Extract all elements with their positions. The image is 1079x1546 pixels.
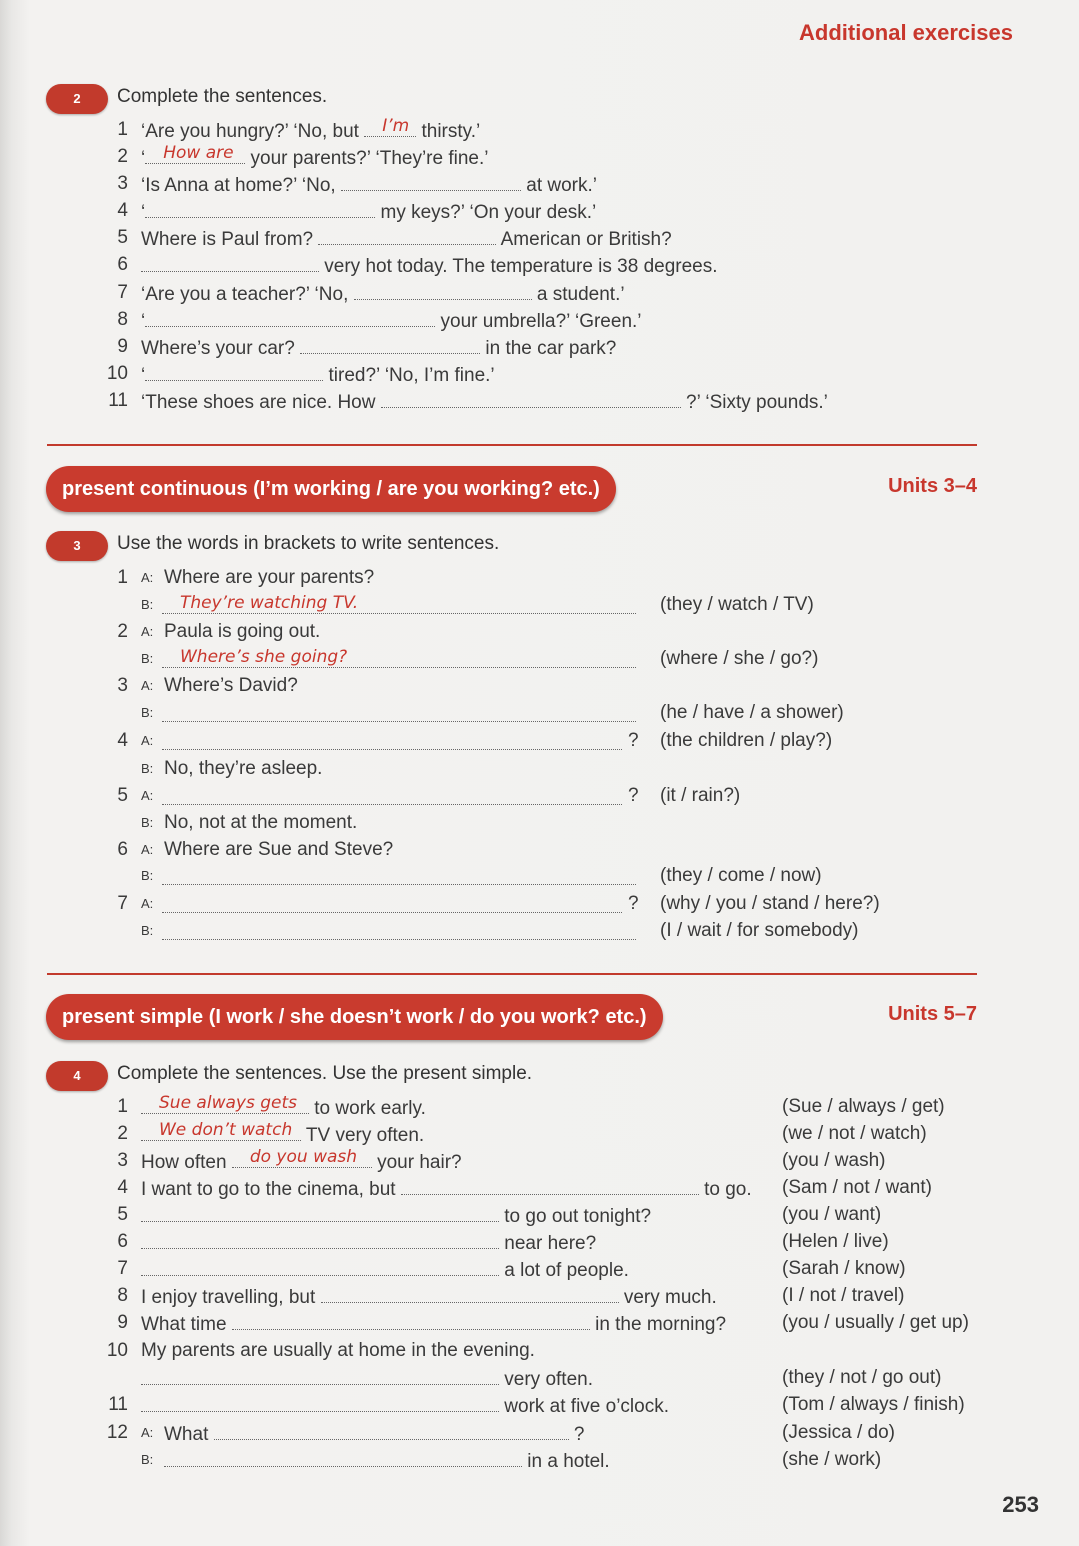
question-mark: ? — [628, 730, 639, 751]
bracket-hint: (Sue / always / get) — [782, 1096, 945, 1117]
prompt-text: ‘ — [141, 311, 146, 332]
bracket-hint: (Helen / live) — [782, 1231, 889, 1252]
prompt-text: tired?’ ‘No, I’m fine.’ — [323, 365, 495, 386]
units-reference: Units 5–7 — [888, 1003, 977, 1025]
bracket-hint: (we / not / watch) — [782, 1123, 927, 1144]
exercise-item — [98, 1095, 978, 1119]
prompt-text: ‘ — [141, 202, 146, 223]
exercise-item — [98, 1421, 978, 1445]
item-number: 12 — [106, 1422, 128, 1443]
exercise-item — [98, 1149, 978, 1173]
prompt-text: What — [164, 1424, 214, 1445]
section-banner-present-continuous: present continuous (I’m working / are you working? etc.) — [46, 466, 616, 512]
item-number: 5 — [117, 1204, 128, 1225]
bracket-hint: (I / wait / for somebody) — [660, 920, 859, 941]
exercise-3-badge: 3 — [46, 531, 108, 561]
prompt-text: a lot of people. — [499, 1260, 629, 1281]
running-header: Additional exercises — [799, 20, 1013, 45]
item-text — [141, 362, 495, 388]
item-text — [164, 1448, 610, 1474]
item-number: 1 — [117, 567, 128, 588]
handwritten-answer: I’m — [382, 116, 410, 136]
item-number: 2 — [117, 146, 128, 167]
answer-blank[interactable] — [381, 389, 681, 408]
prompt-text: your parents?’ ‘They’re fine.’ — [245, 148, 489, 169]
answer-blank[interactable] — [145, 199, 375, 218]
answer-blank[interactable] — [141, 253, 319, 272]
prompt-text: to work early. — [309, 1098, 426, 1119]
exercise-4-badge: 4 — [46, 1061, 108, 1091]
item-number: 5 — [117, 227, 128, 248]
item-text — [141, 1203, 651, 1229]
prompt-text: a student.’ — [531, 284, 625, 305]
prompt-text: ?’ ‘Sixty pounds.’ — [680, 392, 828, 413]
exercise-item — [98, 1339, 978, 1363]
item-text — [141, 281, 625, 307]
answer-blank[interactable] — [162, 703, 636, 722]
prompt-text: to go out tonight? — [499, 1206, 652, 1227]
item-number: 10 — [106, 363, 128, 384]
prompt-text: Where is Paul from? — [141, 229, 319, 250]
bracket-hint: (it / rain?) — [660, 785, 741, 806]
prompt-text: in a hotel. — [522, 1451, 610, 1472]
prompt-text: thirsty.’ — [416, 121, 481, 142]
prompt-text: I enjoy travelling, but — [141, 1287, 321, 1308]
exercise-item — [98, 1393, 978, 1417]
dialogue-line — [98, 864, 978, 888]
exercise-item — [98, 1230, 978, 1254]
item-number: 11 — [108, 1394, 128, 1415]
speaker-label: B: — [141, 651, 154, 666]
speaker-label: B: — [141, 923, 154, 938]
prompt-text: ‘ — [141, 148, 146, 169]
answer-blank[interactable] — [401, 1176, 699, 1195]
prompt-text: my keys?’ ‘On your desk.’ — [375, 202, 597, 223]
speaker-label: B: — [141, 705, 154, 720]
item-number: 2 — [117, 1123, 128, 1144]
bracket-hint: (you / wash) — [782, 1150, 886, 1171]
item-text — [141, 1393, 669, 1419]
answer-blank[interactable] — [145, 362, 323, 381]
prompt-text: How often — [141, 1152, 232, 1173]
answer-blank[interactable] — [141, 1366, 499, 1385]
answer-blank[interactable] — [300, 335, 480, 354]
dialogue-line — [98, 892, 978, 916]
answer-blank[interactable] — [141, 1122, 301, 1141]
exercise-2-badge: 2 — [46, 84, 108, 114]
answer-blank[interactable] — [162, 649, 636, 668]
bracket-hint: (they / watch / TV) — [660, 594, 814, 615]
dialogue-line — [98, 757, 978, 781]
dialogue-line — [98, 566, 978, 590]
section-banner-present-simple: present simple (I work / she doesn’t work / do you work? etc.) — [46, 994, 663, 1040]
item-number: 4 — [117, 200, 128, 221]
exercise-item — [98, 1257, 978, 1281]
bracket-hint: (the children / play?) — [660, 730, 833, 751]
prompt-text: to go. — [698, 1179, 752, 1200]
prompt-text: at work.’ — [520, 175, 597, 196]
item-text — [141, 172, 597, 198]
item-number: 8 — [117, 309, 128, 330]
item-text — [141, 145, 488, 171]
answer-blank[interactable] — [141, 1095, 309, 1114]
item-number: 8 — [117, 1285, 128, 1306]
item-number: 2 — [117, 621, 128, 642]
prompt-text: in the morning? — [589, 1314, 727, 1335]
item-number: 9 — [117, 336, 128, 357]
answer-blank[interactable] — [321, 1284, 619, 1303]
prompt-text: ‘Is Anna at home?’ ‘No, — [141, 175, 341, 196]
question-mark: ? — [628, 893, 639, 914]
item-text — [141, 308, 642, 334]
answer-blank[interactable] — [341, 172, 521, 191]
item-text — [141, 1366, 593, 1392]
item-text — [141, 389, 828, 415]
item-text — [141, 226, 672, 252]
prompt-text: very hot today. The temperature is 38 degrees. — [319, 256, 718, 277]
bracket-hint: (where / she / go?) — [660, 648, 819, 669]
prompt-text: I want to go to the cinema, but — [141, 1179, 401, 1200]
answer-blank[interactable] — [164, 1448, 522, 1467]
exercise-3-instruction: Use the words in brackets to write sentences. — [117, 533, 500, 554]
answer-blank[interactable] — [141, 1203, 499, 1222]
answer-blank[interactable] — [141, 1393, 499, 1412]
answer-blank[interactable] — [145, 145, 245, 164]
answer-blank[interactable] — [141, 1257, 499, 1276]
answer-blank[interactable] — [141, 1230, 499, 1249]
prompt-text: ‘Are you a teacher?’ ‘No, — [141, 284, 354, 305]
item-number: 10 — [106, 1340, 128, 1361]
item-text — [141, 335, 616, 361]
bracket-hint: (why / you / stand / here?) — [660, 893, 880, 914]
speaker-label: A: — [141, 896, 154, 911]
item-text — [164, 1421, 584, 1447]
speaker-label: B: — [141, 597, 154, 612]
item-number: 1 — [117, 1096, 128, 1117]
item-number: 7 — [117, 893, 128, 914]
item-number: 11 — [108, 390, 128, 411]
item-number: 5 — [117, 785, 128, 806]
dialogue-line — [98, 838, 978, 862]
handwritten-answer: We don’t watch — [159, 1120, 293, 1140]
speaker-label: B: — [141, 761, 154, 776]
answer-blank[interactable] — [232, 1149, 372, 1168]
question-mark: ? — [628, 785, 639, 806]
item-number: 6 — [117, 839, 128, 860]
dialogue-line — [98, 729, 978, 753]
answer-blank[interactable] — [162, 921, 636, 940]
item-number: 6 — [117, 254, 128, 275]
item-number: 6 — [117, 1231, 128, 1252]
bracket-hint: (she / work) — [782, 1449, 882, 1470]
bracket-hint: (Jessica / do) — [782, 1422, 895, 1443]
dialogue-line — [98, 784, 978, 808]
exercise-item — [98, 1311, 978, 1335]
item-text — [141, 1311, 726, 1337]
prompt-text: My parents are usually at home in the evening. — [141, 1340, 535, 1361]
item-text — [141, 199, 596, 225]
prompt-text: near here? — [499, 1233, 597, 1254]
item-number: 7 — [117, 282, 128, 303]
item-number: 1 — [117, 119, 128, 140]
exercise-item — [98, 1448, 978, 1472]
section-divider — [47, 444, 977, 446]
speaker-label: A: — [141, 570, 154, 585]
dialogue-text: Where are your parents? — [164, 567, 375, 588]
answer-blank[interactable] — [162, 866, 636, 885]
dialogue-text: Where’s David? — [164, 675, 298, 696]
answer-blank[interactable] — [318, 226, 496, 245]
dialogue-line — [98, 701, 978, 725]
answer-blank[interactable] — [232, 1311, 590, 1330]
exercise-4-instruction: Complete the sentences. Use the present simple. — [117, 1063, 533, 1084]
exercise-item — [98, 1176, 978, 1200]
dialogue-text: Paula is going out. — [164, 621, 321, 642]
item-number: 9 — [117, 1312, 128, 1333]
dialogue-text: No, not at the moment. — [164, 812, 358, 833]
dialogue-line — [98, 674, 978, 698]
dialogue-text: Where are Sue and Steve? — [164, 839, 394, 860]
section-divider — [47, 973, 977, 975]
answer-blank[interactable] — [162, 894, 622, 913]
speaker-label: A: — [141, 733, 154, 748]
bracket-hint: (they / not / go out) — [782, 1367, 942, 1388]
answer-blank[interactable] — [214, 1421, 569, 1440]
dialogue-line — [98, 593, 978, 617]
item-text — [141, 253, 718, 279]
answer-blank[interactable] — [162, 786, 622, 805]
dialogue-line — [98, 647, 978, 671]
bracket-hint: (Sarah / know) — [782, 1258, 906, 1279]
handwritten-answer: How are — [163, 143, 234, 163]
prompt-text: ? — [568, 1424, 585, 1445]
exercise-item — [98, 1122, 978, 1146]
prompt-text: TV very often. — [301, 1125, 425, 1146]
exercise-2-instruction: Complete the sentences. — [117, 86, 328, 107]
speaker-label: B: — [141, 815, 154, 830]
item-number: 3 — [117, 173, 128, 194]
speaker-label: A: — [141, 678, 154, 693]
handwritten-answer: do you wash — [249, 1147, 358, 1167]
prompt-text: very much. — [618, 1287, 717, 1308]
bracket-hint: (you / usually / get up) — [782, 1312, 969, 1333]
speaker-label: B: — [141, 1452, 154, 1467]
speaker-label: A: — [141, 1425, 154, 1440]
item-text — [141, 1176, 752, 1202]
handwritten-answer: Sue always gets — [159, 1093, 297, 1113]
handwritten-answer: Where’s she going? — [180, 647, 348, 667]
speaker-label: A: — [141, 788, 154, 803]
dialogue-line — [98, 919, 978, 943]
speaker-label: A: — [141, 624, 154, 639]
prompt-text: in the car park? — [480, 338, 617, 359]
page-number: 253 — [1002, 1492, 1039, 1517]
bracket-hint: (I / not / travel) — [782, 1285, 905, 1306]
bracket-hint: (Tom / always / finish) — [782, 1394, 965, 1415]
prompt-text: your hair? — [371, 1152, 462, 1173]
item-number: 4 — [117, 1177, 128, 1198]
exercise-item — [98, 1284, 978, 1308]
prompt-text: very often. — [499, 1369, 593, 1390]
item-text — [141, 1257, 629, 1283]
prompt-text: What time — [141, 1314, 232, 1335]
item-number: 4 — [117, 730, 128, 751]
bracket-hint: (Sam / not / want) — [782, 1177, 932, 1198]
item-number: 3 — [117, 1150, 128, 1171]
item-text — [141, 1284, 717, 1310]
dialogue-line — [98, 620, 978, 644]
units-reference: Units 3–4 — [888, 475, 977, 497]
item-number: 3 — [117, 675, 128, 696]
exercise-item — [98, 1366, 978, 1390]
bracket-hint: (he / have / a shower) — [660, 702, 844, 723]
prompt-text: work at five o’clock. — [499, 1396, 669, 1417]
item-text — [141, 1339, 535, 1363]
prompt-text: ‘Are you hungry?’ ‘No, but — [141, 121, 365, 142]
prompt-text: ‘These shoes are nice. How — [141, 392, 381, 413]
bracket-hint: (they / come / now) — [660, 865, 822, 886]
item-text — [141, 1230, 596, 1256]
prompt-text: ‘ — [141, 365, 146, 386]
answer-blank[interactable] — [364, 118, 416, 137]
dialogue-line — [98, 811, 978, 835]
answer-blank[interactable] — [145, 308, 435, 327]
prompt-text: American or British? — [496, 229, 672, 250]
prompt-text: your umbrella?’ ‘Green.’ — [435, 311, 642, 332]
prompt-text: Where’s your car? — [141, 338, 301, 359]
answer-blank[interactable] — [162, 595, 636, 614]
answer-blank[interactable] — [354, 281, 532, 300]
speaker-label: A: — [141, 842, 154, 857]
exercise-item — [98, 1203, 978, 1227]
item-number: 7 — [117, 1258, 128, 1279]
handwritten-answer: They’re watching TV. — [180, 593, 359, 613]
bracket-hint: (you / want) — [782, 1204, 882, 1225]
item-text — [141, 1149, 462, 1175]
answer-blank[interactable] — [162, 731, 622, 750]
dialogue-text: No, they’re asleep. — [164, 758, 323, 779]
speaker-label: B: — [141, 868, 154, 883]
